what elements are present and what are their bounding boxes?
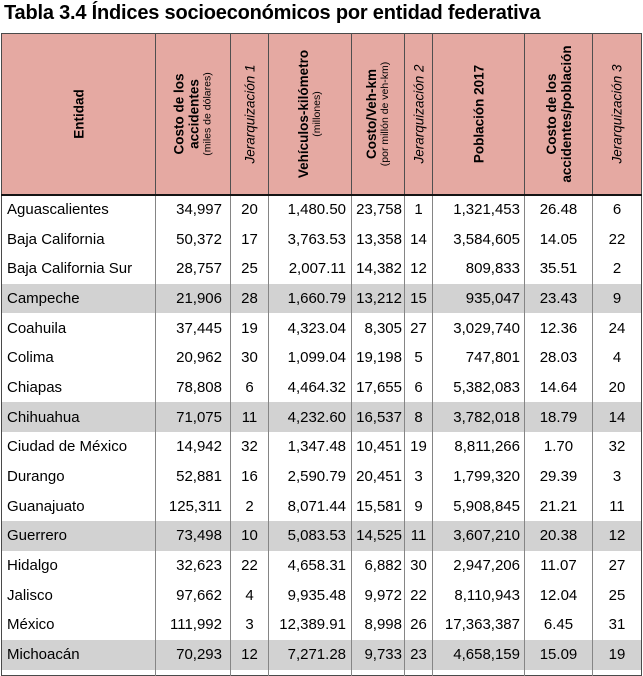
cell-entidad: Durango xyxy=(2,462,156,492)
cell-vehiculos-kilometro: 7,271.28 xyxy=(269,640,352,670)
table-row xyxy=(2,313,642,343)
cell-poblacion-2017: 4,658,159 xyxy=(433,640,525,670)
cell-costo-accidentes: 50,372 xyxy=(156,224,231,254)
cell-costo-veh-km: 19,198 xyxy=(352,343,405,373)
cell-jerarquizacion-1: 4 xyxy=(231,580,269,610)
table-header xyxy=(2,34,642,195)
cell-jerarquizacion-1: 10 xyxy=(231,521,269,551)
cell-entidad: Michoacán xyxy=(2,640,156,670)
cell-vehiculos-kilometro: 3,763.53 xyxy=(269,224,352,254)
cell-jerarquizacion-2: 8 xyxy=(405,402,433,432)
cell-jerarquizacion-2: 9 xyxy=(405,491,433,521)
cell-costo-accidentes: 28,757 xyxy=(156,254,231,284)
cell-jerarquizacion-2 xyxy=(405,670,433,676)
cell-vehiculos-kilometro: 1,480.50 xyxy=(269,195,352,225)
cell-costo-accidentes: 70,293 xyxy=(156,640,231,670)
cell-costo-accidentes-poblacion: 6.45 xyxy=(525,610,593,640)
column-header-label: Población 2017 xyxy=(470,64,486,163)
cell-costo-accidentes-poblacion: 1.70 xyxy=(525,432,593,462)
cell-jerarquizacion-2: 6 xyxy=(405,373,433,403)
cell-jerarquizacion-1: 6 xyxy=(231,373,269,403)
data-table xyxy=(1,33,642,676)
cell-costo-accidentes-poblacion: 18.79 xyxy=(525,402,593,432)
cell-costo-accidentes-poblacion: 23.43 xyxy=(525,284,593,314)
cell-poblacion-2017: 1,799,320 xyxy=(433,462,525,492)
cell-costo-veh-km xyxy=(352,670,405,676)
cell-costo-accidentes-poblacion: 11.07 xyxy=(525,551,593,581)
cell-costo-veh-km: 20,451 xyxy=(352,462,405,492)
cell-jerarquizacion-3: 19 xyxy=(593,640,642,670)
cell-entidad: Guanajuato xyxy=(2,491,156,521)
cell-entidad: Chihuahua xyxy=(2,402,156,432)
cell-costo-accidentes-poblacion: 12.36 xyxy=(525,313,593,343)
cell-costo-veh-km: 14,382 xyxy=(352,254,405,284)
cell-jerarquizacion-2: 19 xyxy=(405,432,433,462)
column-header-vehiculos-kilometro xyxy=(269,34,352,195)
cell-poblacion-2017: 809,833 xyxy=(433,254,525,284)
cell-costo-accidentes: 71,075 xyxy=(156,402,231,432)
cell-costo-veh-km: 9,733 xyxy=(352,640,405,670)
cell-vehiculos-kilometro: 1,660.79 xyxy=(269,284,352,314)
cell-poblacion-2017: 5,908,845 xyxy=(433,491,525,521)
cell-jerarquizacion-3: 9 xyxy=(593,284,642,314)
cell-costo-veh-km: 10,451 xyxy=(352,432,405,462)
cell-poblacion-2017: 935,047 xyxy=(433,284,525,314)
cell-jerarquizacion-3: 2 xyxy=(593,254,642,284)
cell-vehiculos-kilometro: 8,071.44 xyxy=(269,491,352,521)
cell-jerarquizacion-2: 23 xyxy=(405,640,433,670)
cell-jerarquizacion-1: 17 xyxy=(231,224,269,254)
cell-jerarquizacion-1: 11 xyxy=(231,402,269,432)
cell-jerarquizacion-2: 30 xyxy=(405,551,433,581)
cell-entidad: Coahuila xyxy=(2,313,156,343)
cell-vehiculos-kilometro: 4,232.60 xyxy=(269,402,352,432)
cell-entidad: Campeche xyxy=(2,284,156,314)
cell-jerarquizacion-2: 22 xyxy=(405,580,433,610)
column-header-label: Jerarquización 3 xyxy=(609,64,625,164)
cell-vehiculos-kilometro: 5,083.53 xyxy=(269,521,352,551)
column-header-label: Costo de los accidentes (miles de dólares) xyxy=(171,72,214,156)
cell-costo-accidentes-poblacion: 14.64 xyxy=(525,373,593,403)
cell-vehiculos-kilometro: 12,389.91 xyxy=(269,610,352,640)
column-header-label: Jerarquización 2 xyxy=(410,64,426,164)
cell-costo-accidentes-poblacion: 12.04 xyxy=(525,580,593,610)
cell-jerarquizacion-3: 6 xyxy=(593,195,642,225)
cell-jerarquizacion-3: 27 xyxy=(593,551,642,581)
cell-jerarquizacion-2: 14 xyxy=(405,224,433,254)
cell-poblacion-2017 xyxy=(433,670,525,676)
cell-jerarquizacion-1: 3 xyxy=(231,610,269,640)
column-header-costo-accidentes xyxy=(156,34,231,195)
cell-costo-accidentes-poblacion: 21.21 xyxy=(525,491,593,521)
cell-costo-veh-km: 14,525 xyxy=(352,521,405,551)
column-header-jerarquizacion-1 xyxy=(231,34,269,195)
cell-costo-accidentes: 32,623 xyxy=(156,551,231,581)
cell-jerarquizacion-2: 12 xyxy=(405,254,433,284)
cell-costo-accidentes-poblacion: 35.51 xyxy=(525,254,593,284)
cell-poblacion-2017: 3,584,605 xyxy=(433,224,525,254)
cell-costo-accidentes-poblacion: 28.03 xyxy=(525,343,593,373)
cell-poblacion-2017: 5,382,083 xyxy=(433,373,525,403)
cell-jerarquizacion-2: 3 xyxy=(405,462,433,492)
cell-entidad: México xyxy=(2,610,156,640)
cell-vehiculos-kilometro: 4,464.32 xyxy=(269,373,352,403)
cell-jerarquizacion-3: 4 xyxy=(593,343,642,373)
cell-costo-accidentes-poblacion xyxy=(525,670,593,676)
cell-costo-veh-km: 17,655 xyxy=(352,373,405,403)
cell-costo-veh-km: 16,537 xyxy=(352,402,405,432)
cell-jerarquizacion-1: 2 xyxy=(231,491,269,521)
column-header-entidad xyxy=(2,34,156,195)
cell-jerarquizacion-1 xyxy=(231,670,269,676)
cell-poblacion-2017: 8,110,943 xyxy=(433,580,525,610)
cell-jerarquizacion-2: 26 xyxy=(405,610,433,640)
cell-jerarquizacion-1: 20 xyxy=(231,195,269,225)
cell-costo-accidentes-poblacion: 20.38 xyxy=(525,521,593,551)
cell-entidad: Colima xyxy=(2,343,156,373)
cell-jerarquizacion-2: 11 xyxy=(405,521,433,551)
cell-costo-veh-km: 8,305 xyxy=(352,313,405,343)
cell-jerarquizacion-3: 22 xyxy=(593,224,642,254)
cell-vehiculos-kilometro xyxy=(269,670,352,676)
cell-entidad: Hidalgo xyxy=(2,551,156,581)
cell-costo-accidentes-poblacion: 14.05 xyxy=(525,224,593,254)
cell-costo-veh-km: 13,212 xyxy=(352,284,405,314)
cell-entidad: Baja California xyxy=(2,224,156,254)
cell-vehiculos-kilometro: 1,347.48 xyxy=(269,432,352,462)
table-row xyxy=(2,610,642,640)
cell-costo-veh-km: 15,581 xyxy=(352,491,405,521)
cell-costo-accidentes: 37,445 xyxy=(156,313,231,343)
table-row xyxy=(2,640,642,670)
header-row xyxy=(2,34,642,195)
cell-jerarquizacion-1: 28 xyxy=(231,284,269,314)
cell-costo-accidentes: 111,992 xyxy=(156,610,231,640)
column-header-label: Entidad xyxy=(70,89,86,139)
table-row xyxy=(2,521,642,551)
cell-costo-accidentes: 97,662 xyxy=(156,580,231,610)
cell-costo-accidentes: 21,906 xyxy=(156,284,231,314)
column-header-poblacion-2017 xyxy=(433,34,525,195)
table-row xyxy=(2,402,642,432)
column-header-jerarquizacion-2 xyxy=(405,34,433,195)
cell-vehiculos-kilometro: 1,099.04 xyxy=(269,343,352,373)
cell-costo-accidentes: 52,881 xyxy=(156,462,231,492)
cell-costo-veh-km: 9,972 xyxy=(352,580,405,610)
cell-costo-veh-km: 13,358 xyxy=(352,224,405,254)
page-title: Tabla 3.4 Índices socioeconómicos por entidad federativa xyxy=(4,2,541,24)
cell-vehiculos-kilometro: 2,590.79 xyxy=(269,462,352,492)
cell-jerarquizacion-3: 31 xyxy=(593,610,642,640)
table-row xyxy=(2,580,642,610)
cell-costo-accidentes: 14,942 xyxy=(156,432,231,462)
cell-jerarquizacion-3: 32 xyxy=(593,432,642,462)
cell-jerarquizacion-3: 14 xyxy=(593,402,642,432)
column-header-label: Jerarquización 1 xyxy=(241,64,257,164)
cell-costo-accidentes-poblacion: 26.48 xyxy=(525,195,593,225)
cell-entidad: Jalisco xyxy=(2,580,156,610)
cell-poblacion-2017: 2,947,206 xyxy=(433,551,525,581)
cell-entidad: Chiapas xyxy=(2,373,156,403)
column-header-costo-accidentes-poblacion xyxy=(525,34,593,195)
cell-costo-accidentes-poblacion: 15.09 xyxy=(525,640,593,670)
cell-poblacion-2017: 3,607,210 xyxy=(433,521,525,551)
cell-costo-accidentes: 34,997 xyxy=(156,195,231,225)
cell-entidad: Aguascalientes xyxy=(2,195,156,225)
cell-jerarquizacion-3 xyxy=(593,670,642,676)
table-row xyxy=(2,432,642,462)
cell-poblacion-2017: 1,321,453 xyxy=(433,195,525,225)
table-body xyxy=(2,195,642,676)
table-row xyxy=(2,462,642,492)
cell-jerarquizacion-3: 12 xyxy=(593,521,642,551)
table-row xyxy=(2,343,642,373)
cell-vehiculos-kilometro: 4,658.31 xyxy=(269,551,352,581)
table-row xyxy=(2,670,642,676)
table-row xyxy=(2,254,642,284)
cell-jerarquizacion-1: 19 xyxy=(231,313,269,343)
cell-jerarquizacion-3: 25 xyxy=(593,580,642,610)
cell-costo-accidentes xyxy=(156,670,231,676)
table-row xyxy=(2,224,642,254)
column-header-label: Costo/Veh-km (por millón de veh-km) xyxy=(364,61,392,166)
cell-jerarquizacion-2: 1 xyxy=(405,195,433,225)
table-row xyxy=(2,491,642,521)
table-row xyxy=(2,551,642,581)
cell-costo-veh-km: 6,882 xyxy=(352,551,405,581)
cell-costo-accidentes: 125,311 xyxy=(156,491,231,521)
cell-costo-accidentes-poblacion: 29.39 xyxy=(525,462,593,492)
cell-jerarquizacion-1: 32 xyxy=(231,432,269,462)
cell-jerarquizacion-1: 25 xyxy=(231,254,269,284)
cell-costo-accidentes: 20,962 xyxy=(156,343,231,373)
cell-jerarquizacion-1: 12 xyxy=(231,640,269,670)
cell-costo-accidentes: 78,808 xyxy=(156,373,231,403)
table-row xyxy=(2,284,642,314)
cell-jerarquizacion-1: 22 xyxy=(231,551,269,581)
cell-jerarquizacion-2: 5 xyxy=(405,343,433,373)
cell-entidad: Ciudad de México xyxy=(2,432,156,462)
cell-jerarquizacion-3: 3 xyxy=(593,462,642,492)
column-header-label: Costo de los accidentes/población xyxy=(543,45,574,183)
cell-jerarquizacion-3: 20 xyxy=(593,373,642,403)
cell-costo-accidentes: 73,498 xyxy=(156,521,231,551)
cell-poblacion-2017: 17,363,387 xyxy=(433,610,525,640)
cell-poblacion-2017: 8,811,266 xyxy=(433,432,525,462)
cell-entidad: Baja California Sur xyxy=(2,254,156,284)
cell-poblacion-2017: 747,801 xyxy=(433,343,525,373)
cell-poblacion-2017: 3,029,740 xyxy=(433,313,525,343)
cell-jerarquizacion-1: 16 xyxy=(231,462,269,492)
table-row xyxy=(2,195,642,225)
cell-vehiculos-kilometro: 2,007.11 xyxy=(269,254,352,284)
column-header-jerarquizacion-3 xyxy=(593,34,642,195)
cell-poblacion-2017: 3,782,018 xyxy=(433,402,525,432)
cell-vehiculos-kilometro: 9,935.48 xyxy=(269,580,352,610)
cell-entidad: Guerrero xyxy=(2,521,156,551)
table-row xyxy=(2,373,642,403)
cell-costo-veh-km: 23,758 xyxy=(352,195,405,225)
cell-vehiculos-kilometro: 4,323.04 xyxy=(269,313,352,343)
column-header-costo-veh-km xyxy=(352,34,405,195)
cell-jerarquizacion-2: 15 xyxy=(405,284,433,314)
cell-jerarquizacion-3: 11 xyxy=(593,491,642,521)
cell-entidad xyxy=(2,670,156,676)
column-header-label: Vehículos-kilómetro (millones) xyxy=(296,49,324,178)
cell-costo-veh-km: 8,998 xyxy=(352,610,405,640)
cell-jerarquizacion-2: 27 xyxy=(405,313,433,343)
cell-jerarquizacion-1: 30 xyxy=(231,343,269,373)
cell-jerarquizacion-3: 24 xyxy=(593,313,642,343)
